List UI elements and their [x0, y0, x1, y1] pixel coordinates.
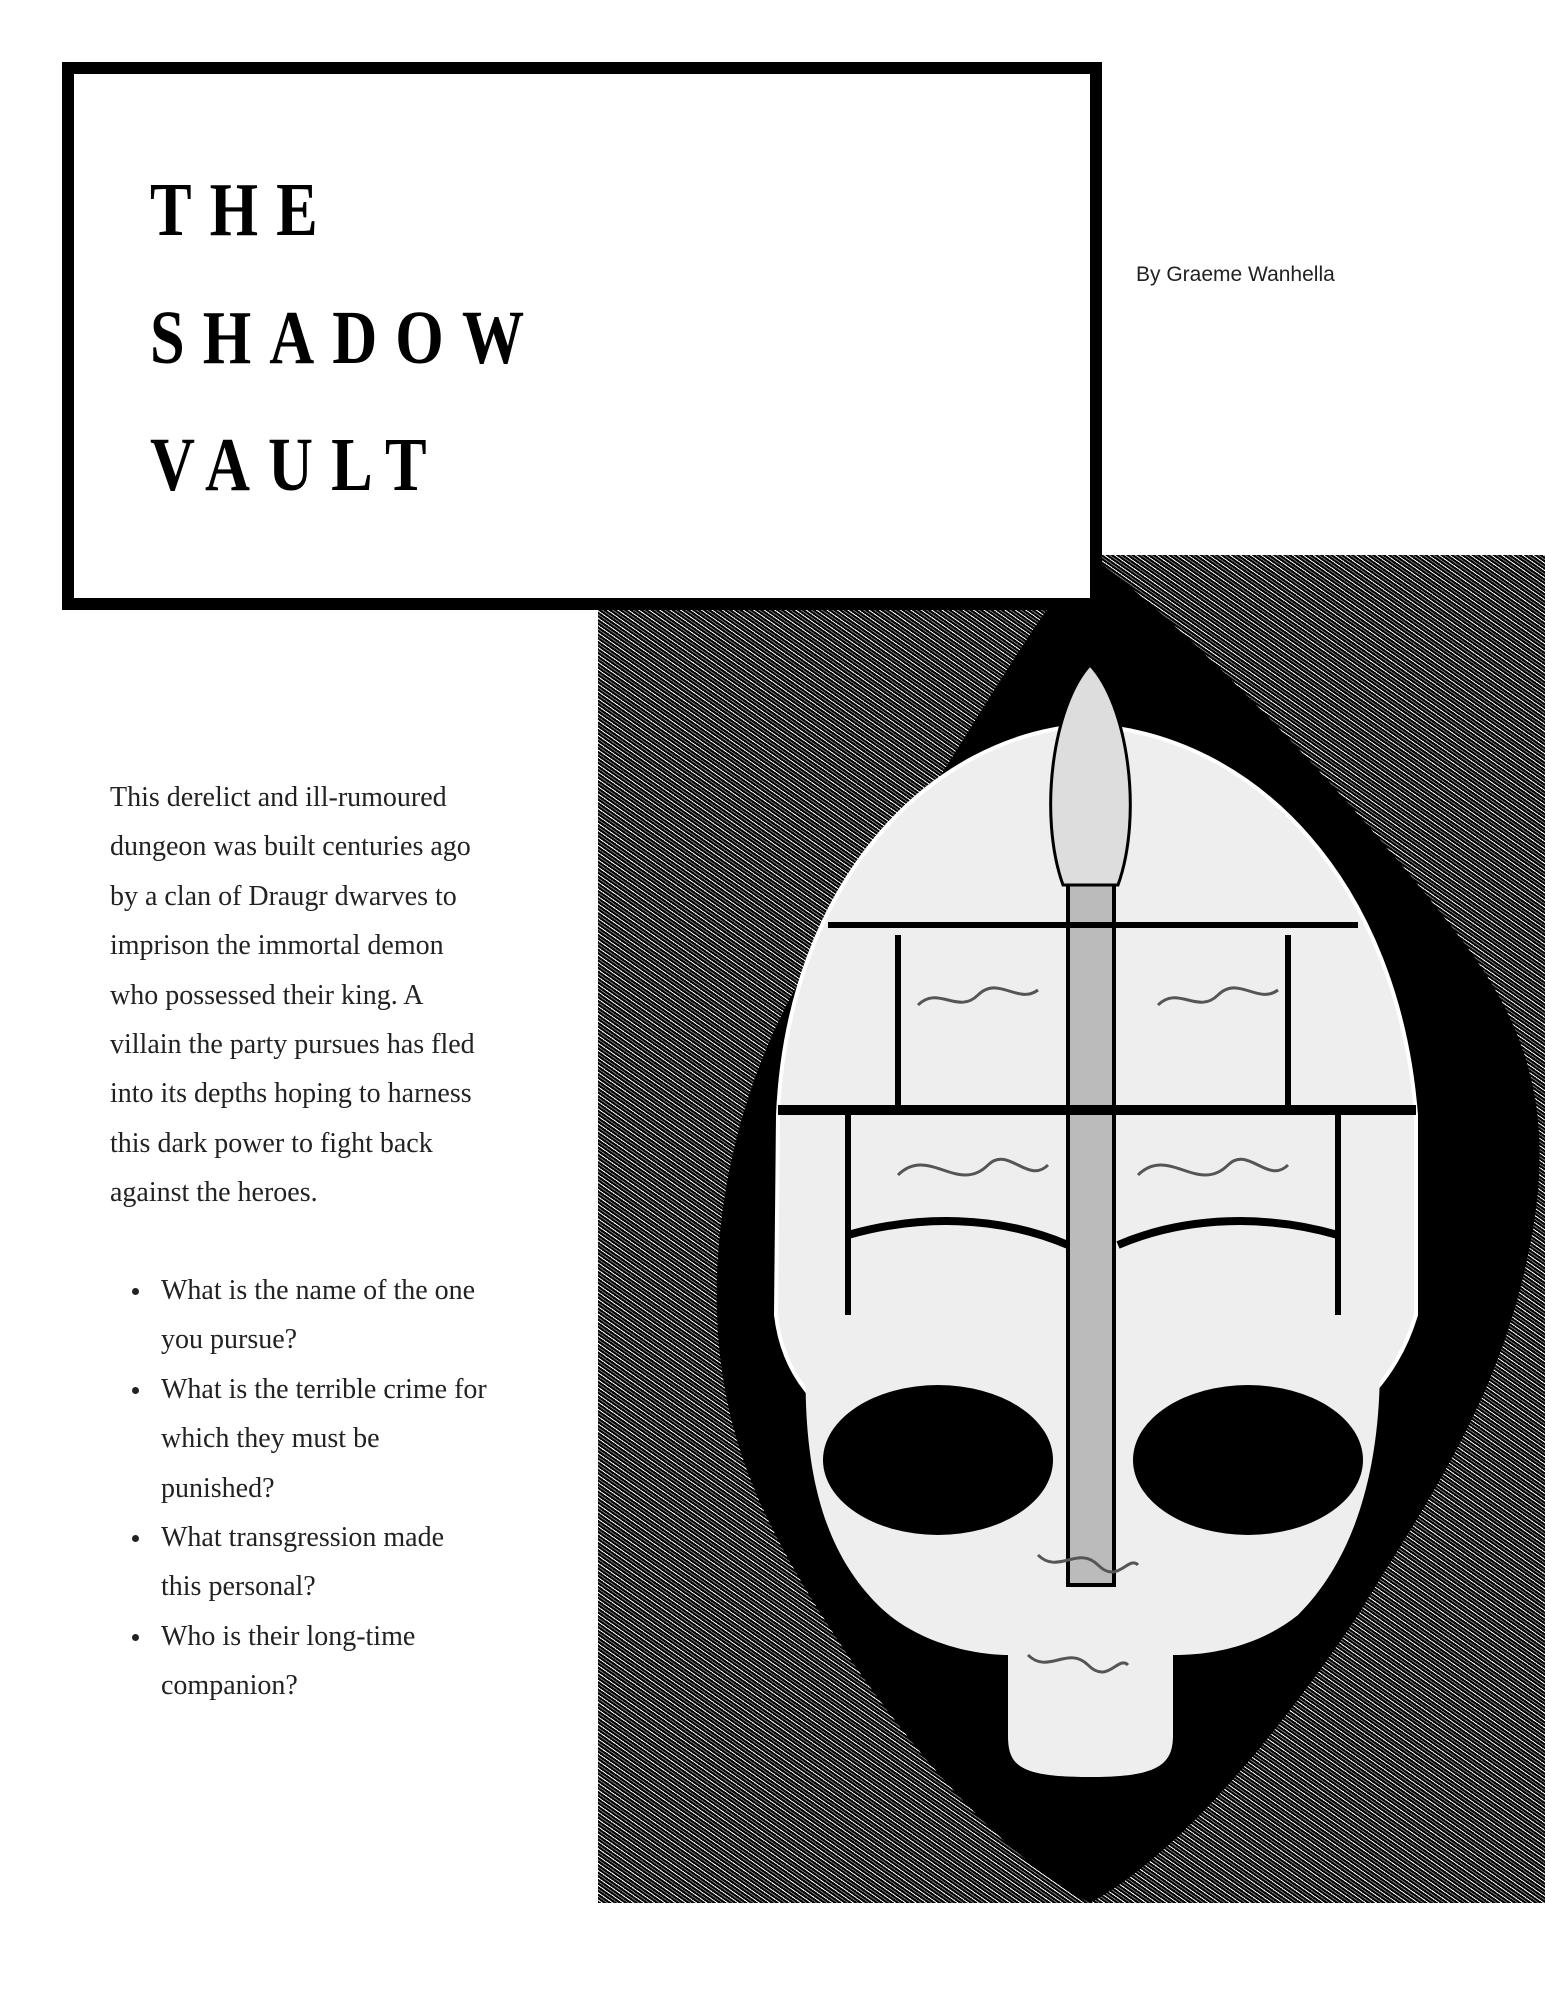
intro-line: this dark power to fight back: [110, 1127, 433, 1159]
bullet-icon: [132, 1535, 139, 1542]
question-item: [110, 1612, 487, 1711]
title-line-3: VAULT: [150, 423, 445, 507]
intro-paragraph: [110, 773, 475, 1218]
intro-line: against the heroes.: [110, 1177, 318, 1209]
question-item: [110, 1365, 487, 1513]
intro-line: villain the party pursues has fled: [110, 1029, 475, 1061]
question-line: What is the name of the one: [161, 1275, 476, 1306]
author-byline: By Graeme Wanhella: [1136, 263, 1335, 286]
helmet-icon: [598, 555, 1545, 1903]
intro-line: imprison the immortal demon: [110, 930, 444, 962]
question-line: this personal?: [161, 1571, 316, 1603]
bullet-icon: [132, 1288, 139, 1295]
intro-line: who possessed their king. A: [110, 979, 424, 1011]
question-item: [110, 1266, 487, 1365]
question-list: [110, 1266, 487, 1711]
question-item: [110, 1513, 487, 1612]
intro-line: by a clan of Draugr dwarves to: [110, 880, 457, 912]
question-line: What is the terrible crime for: [161, 1373, 487, 1405]
intro-line: dungeon was built centuries ago: [110, 831, 471, 863]
question-line: you pursue?: [161, 1324, 298, 1356]
question-line: which they must be: [161, 1423, 380, 1455]
intro-line: This derelict and ill-rumoured: [110, 782, 447, 813]
bullet-icon: [132, 1634, 139, 1641]
title-line-1: THE: [150, 168, 336, 252]
question-line: Who is their long-time: [161, 1620, 416, 1652]
intro-line: into its depths hoping to harness: [110, 1078, 472, 1110]
title-line-2: SHADOW: [150, 296, 543, 380]
helmet-illustration: [598, 555, 1545, 1903]
question-line: companion?: [161, 1670, 298, 1702]
question-line: punished?: [161, 1472, 275, 1504]
question-line: What transgression made: [161, 1522, 445, 1554]
bullet-icon: [132, 1387, 139, 1394]
